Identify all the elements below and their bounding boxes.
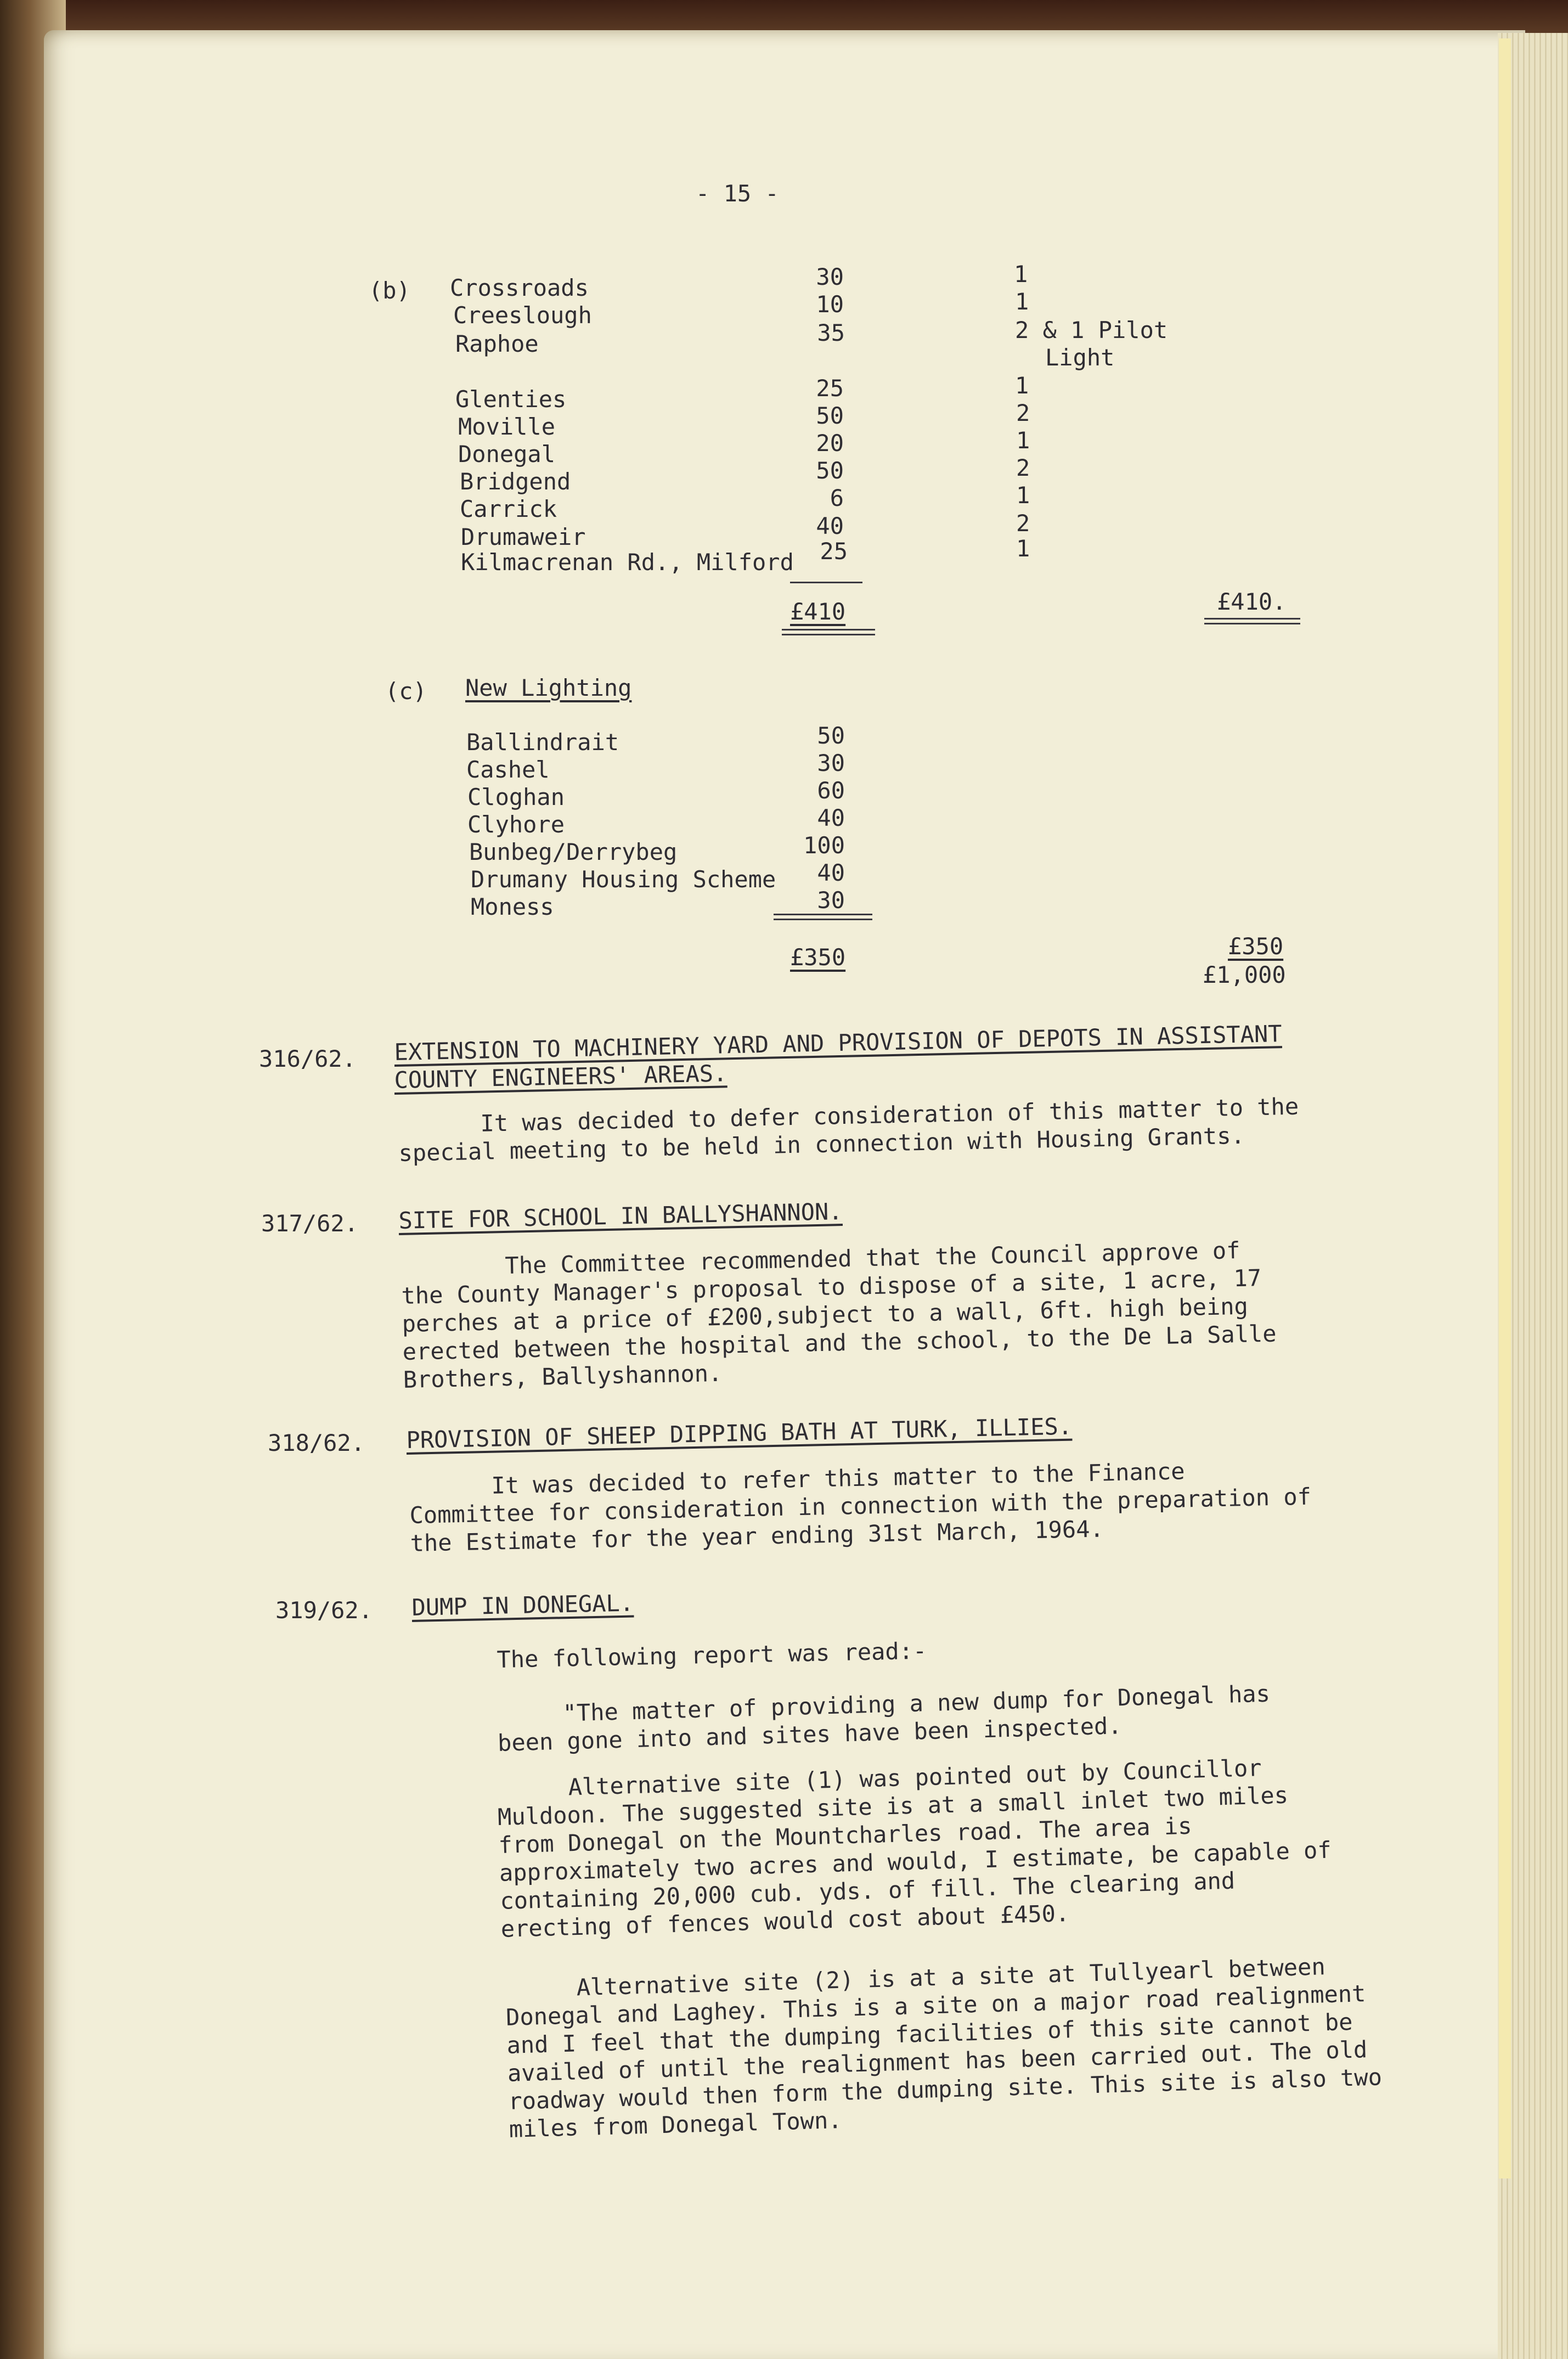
section-b-amount: 25: [816, 375, 844, 402]
section-c-label: (c): [385, 678, 427, 705]
section-c-place-name: Moness: [471, 893, 554, 920]
section-b-lamp-count: 1: [1015, 372, 1029, 399]
report-paragraph-3: Alternative site (2) is at a site at Tullyearl between Donegal and Laghey. This is a site on a major road realignment and I feel that the dumping facilities of this site cannot be availed of until the realignment has been carried out. The old roadway would then form the dumping site. This site is also two miles from Donegal Town.: [505, 1953, 1383, 2143]
section-b-place-name: Creeslough: [453, 302, 592, 329]
section-b-amount: 40: [816, 513, 844, 539]
section-b-place-name: Glenties: [455, 386, 567, 413]
section-b-place-name: Donegal: [458, 441, 556, 468]
section-b-place-name: Crossroads: [450, 274, 589, 301]
section-b-place-name: Raphoe: [455, 330, 539, 357]
page-number: - 15 -: [696, 180, 779, 207]
section-b-lamp-count: Light: [1045, 344, 1115, 371]
section-b-lamp-count: 1: [1016, 535, 1030, 562]
section-b-lamp-count: 1: [1016, 427, 1030, 454]
section-b-lamp-count: 1: [1016, 482, 1030, 509]
section-c-place-name: Bunbeg/Derrybeg: [469, 838, 678, 865]
section-b-lamp-count: 2 & 1 Pilot: [1015, 317, 1168, 344]
section-c-amount: 40: [817, 804, 845, 831]
section-b-lamp-count: 1: [1015, 288, 1029, 315]
item-317-text: The Committee recommended that the Council approve of the County Manager's proposal to dispose of a site, 1 acre, 17 perches at a price of £200,subject to a wall, 6ft. high being erected between the hospital and the school, to the De La Salle Brothers, Ballyshannon.: [401, 1236, 1277, 1393]
section-b-subtotal: £410: [790, 598, 846, 625]
section-c-heading: New Lighting: [465, 674, 632, 701]
section-b-rule: [790, 582, 862, 583]
section-c-place-name: Cloghan: [467, 784, 565, 810]
book-cover-top: [0, 0, 1568, 33]
section-b-amount: 35: [817, 319, 845, 346]
section-b-amount: 50: [816, 402, 844, 429]
grand-total: £1,000: [1203, 961, 1286, 988]
section-b-place-name: Carrick: [460, 496, 557, 522]
section-c-subtotal: £350: [790, 944, 846, 971]
section-c-amount: 60: [817, 777, 845, 804]
yellow-insert-edge: [1499, 38, 1511, 2178]
section-b-place-name: Moville: [458, 413, 556, 440]
section-b-place-name: Kilmacrenan Rd., Milford: [461, 549, 794, 576]
item-316-heading-line1: EXTENSION TO MACHINERY YARD AND PROVISION OF DEPOTS IN ASSISTANT: [394, 1020, 1282, 1066]
section-c-place-name: Cashel: [466, 756, 550, 783]
section-b-lamp-count: 2: [1016, 399, 1030, 426]
section-b-total-double-rule: [1204, 618, 1300, 624]
section-c-amount: 30: [817, 887, 845, 914]
section-b-amount: 30: [816, 263, 844, 290]
section-c-place-name: Ballindrait: [466, 729, 619, 756]
item-318-heading: PROVISION OF SHEEP DIPPING BATH AT TURK, ILLIES.: [406, 1412, 1073, 1454]
report-paragraph-2: Alternative site (1) was pointed out by Councillor Muldoon. The suggested site is at a small inlet two miles from Donegal on the Mountcharles road. The area is approximately two acres and would, I estimate, be capable of containing 20,000 cub. yds. of fill. The clearing and erecting of fences would cost about £450.: [497, 1754, 1332, 1943]
item-317-number: 317/62.: [261, 1210, 359, 1237]
item-319-number: 319/62.: [275, 1597, 373, 1624]
section-b-place-name: Bridgend: [460, 468, 571, 495]
report-paragraph-1: "The matter of providing a new dump for Donegal has been gone into and sites have been inspected.: [497, 1680, 1271, 1756]
section-c-double-rule: [774, 914, 872, 920]
section-b-double-rule: [782, 629, 875, 635]
section-b-place-name: Drumaweir: [461, 523, 586, 550]
section-b-amount: 10: [816, 291, 844, 318]
item-316-heading-line2: COUNTY ENGINEERS' AREAS.: [394, 1060, 727, 1094]
section-b-amount: 6: [830, 485, 844, 511]
item-316-text: It was decided to defer consideration of this matter to the special meeting to be held in connection with Housing Grants.: [398, 1093, 1299, 1167]
section-b-lamp-count: 2: [1016, 454, 1030, 481]
section-c-amount: 100: [803, 832, 845, 859]
section-c-amount: 30: [817, 750, 845, 776]
section-b-amount: 20: [816, 430, 844, 457]
item-317-heading: SITE FOR SCHOOL IN BALLYSHANNON.: [398, 1198, 843, 1234]
section-b-total-right: £410.: [1217, 588, 1287, 615]
item-318-number: 318/62.: [268, 1429, 365, 1456]
item-318-text: It was decided to refer this matter to the Finance Committee for consideration in connection with the preparation of the Estimate for the year ending 31st March, 1964.: [409, 1457, 1312, 1557]
section-c-amount: 50: [817, 722, 845, 749]
section-c-amount: 40: [817, 859, 845, 886]
section-b-amount: 50: [816, 457, 844, 484]
item-316-number: 316/62.: [259, 1045, 357, 1072]
section-c-place-name: Clyhore: [467, 811, 565, 838]
section-b-label: (b): [369, 277, 410, 304]
section-c-place-name: Drumany Housing Scheme: [471, 866, 776, 893]
item-319-intro: The following report was read:-: [497, 1637, 927, 1673]
section-b-lamp-count: 2: [1016, 510, 1030, 537]
section-b-lamp-count: 1: [1014, 261, 1028, 288]
item-319-heading: DUMP IN DONEGAL.: [411, 1589, 634, 1621]
section-b-amount: 25: [820, 538, 848, 565]
section-c-total-right: £350: [1228, 933, 1284, 960]
